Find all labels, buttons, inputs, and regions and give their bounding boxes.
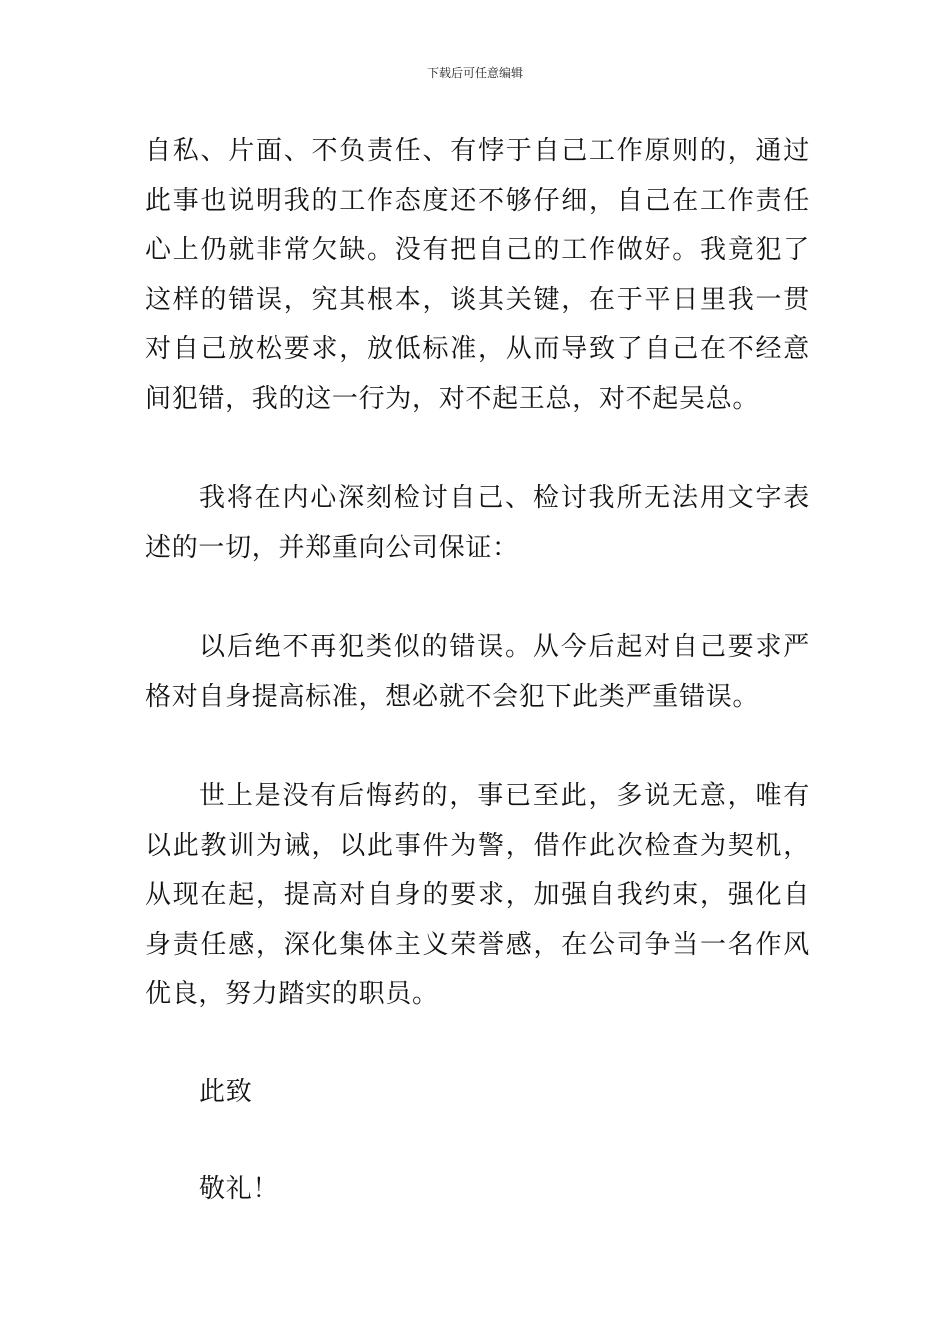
closing-regards: 敬礼！ <box>199 1174 280 1204</box>
page-header-note: 下载后可任意编辑 <box>426 66 523 80</box>
paragraph-self-review: 我将在内心深刻检讨自己、检讨我所无法用文字表述的一切，并郑重向公司保证： <box>145 483 810 563</box>
paragraph-promise: 以后绝不再犯类似的错误。从今后起对自己要求严格对自身提高标准，想必就不会犯下此类严重错误。 <box>145 632 810 712</box>
closing-salutation: 此致 <box>199 1076 253 1107</box>
paragraph-resolution: 世上是没有后悔药的，事已至此，多说无意，唯有以此教训为诫，以此事件为警，借作此次检查为契机，从现在起，提高对自身的要求，加强自我约束，强化自身责任感，深化集体主义荣誉感，在公司争当一名作风优良，努力踏实的职员。 <box>145 781 810 1009</box>
document-body <box>145 127 810 1215</box>
paragraph-continuation: 自私、片面、不负责任、有悖于自己工作原则的，通过此事也说明我的工作态度还不够仔细，自己在工作责任心上仍就非常欠缺。没有把自己的工作做好。我竟犯了这样的错误，究其根本，谈其关键，在于平日里我一贯对自己放松要求，放低标准，从而导致了自己在不经意间犯错，我的这一行为，对不起王总，对不起吴总。 <box>145 136 810 414</box>
